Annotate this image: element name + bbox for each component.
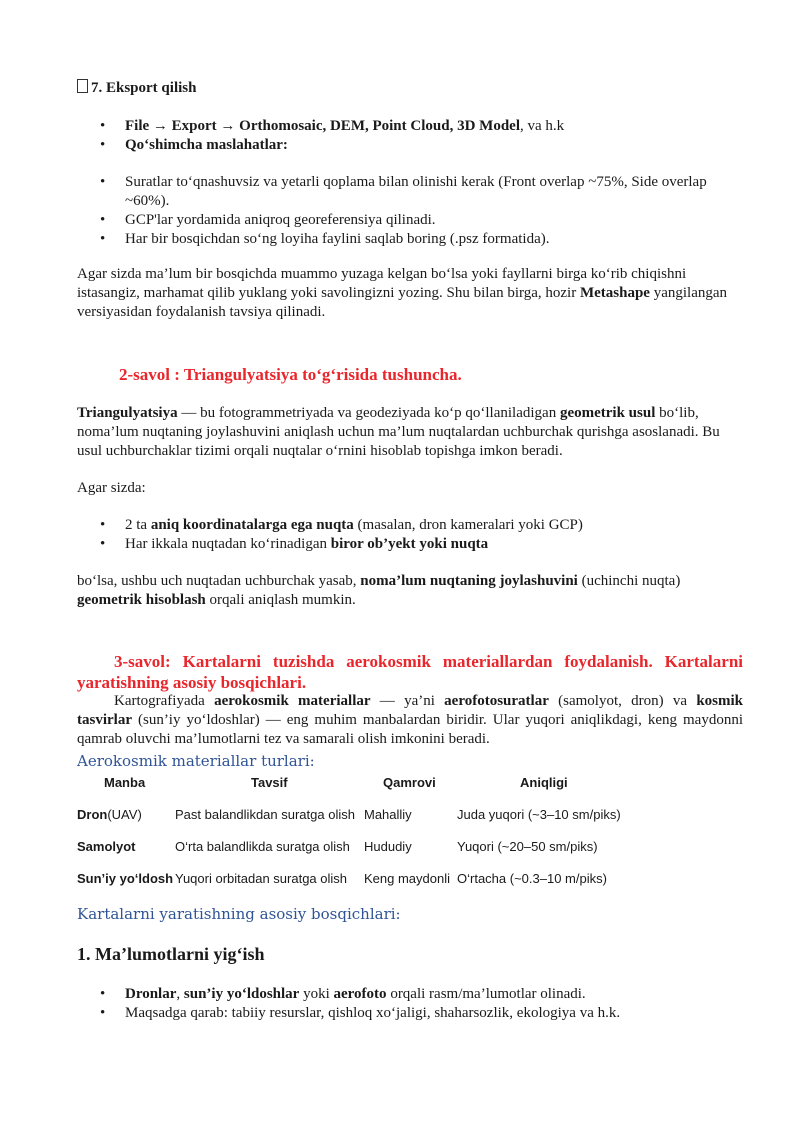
q3-heading: 3-savol: Kartalarni tuzishda aerokosmik materiallardan foydalanish. Kartalarni yaratishning asosiy bosqichlari. — [77, 652, 743, 692]
list-item: • 2 ta aniq koordinatalarga ega nuqta (masalan, dron kameralari yoki GCP) — [77, 516, 743, 535]
list-item: • Maqsadga qarab: tabiiy resurslar, qishloq xo‘jaligi, shaharsozlik, ekologiya va h.k. — [77, 1004, 743, 1023]
table-row — [77, 837, 657, 869]
list-item: • Dronlar, sun’iy yo‘ldoshlar yoki aerofoto orqali rasm/ma’lumotlar olinadi. — [77, 985, 743, 1004]
export-list — [77, 117, 743, 155]
q2-paragraph-2: Agar sizda: — [77, 480, 146, 496]
table-cell: O‘rtacha (~0.3–10 m/piks) — [457, 871, 607, 886]
tips-list — [77, 173, 717, 249]
table-cell: O‘rta balandlikda suratga olish — [175, 839, 350, 854]
list-item: • Har ikkala nuqtadan ko‘rinadigan biror ob’yekt yoki nuqta — [77, 535, 743, 554]
table-cell: Yuqori (~20–50 sm/piks) — [457, 839, 598, 854]
step-1-heading: 1. Ma’lumotlarni yig‘ish — [77, 944, 265, 964]
q2-paragraph-3: bo‘lsa, ushbu uch nuqtadan uchburchak yasab, noma’lum nuqtaning joylashuvini (uchinchi nuqta) geometrik hisoblash orqali aniqlash mumkin. — [77, 573, 681, 608]
q2-heading: 2-savol : Triangulyatsiya to‘g‘risida tushuncha. — [119, 365, 462, 384]
materials-table — [77, 773, 657, 901]
table-header-cell: Manba — [104, 775, 146, 790]
table-cell: Keng maydonli — [364, 871, 450, 886]
q2-paragraph-1: Triangulyatsiya — bu fotogrammetriyada va geodeziyada ko‘p qo‘llaniladigan geometrik usul bo‘lib, noma’lum nuqtaning joylashuvini aniqlash uchun ma’lum nuqtalardan uchburchak qurishga asoslanadi. Bu usul uchburchaklar tizimi orqali nuqtalar o‘rnini hisoblab topishga imkon beradi. — [77, 405, 720, 459]
q3-paragraph-1: Kartografiyada aerokosmik materiallar — ya’ni aerofotosuratlar (samolyot, dron) va kosmik tasvirlar (sun’iy yo‘ldoshlar) — eng muhim manbalardan biridir. Ular yuqori aniqlikdagi, keng maydonni qamrab oluvchi ma’lumotlarni tez va samarali olish imkonini beradi. — [77, 693, 743, 747]
q2-list — [77, 516, 743, 554]
list-item: • GCP'lar yordamida aniqroq georeferensiya qilinadi. — [77, 211, 717, 230]
table-cell: Dron (UAV) — [77, 807, 142, 822]
materials-types-heading: Aerokosmik materiallar turlari: — [77, 752, 315, 770]
table-cell: Past balandlikdan suratga olish — [175, 807, 355, 822]
missing-glyph-icon — [77, 79, 88, 93]
table-cell: Hududiy — [364, 839, 412, 854]
list-item: • File → Export → Orthomosaic, DEM, Point Cloud, 3D Model, va h.k — [77, 117, 743, 136]
export-heading-text: 7. Eksport qilish — [91, 80, 197, 96]
table-cell: Yuqori orbitadan suratga olish — [175, 871, 348, 886]
table-cell: Mahalliy — [364, 807, 412, 822]
table-header-cell: Qamrovi — [383, 775, 436, 790]
table-cell: Sun’iy yo‘ldosh — [77, 871, 174, 886]
table-cell: Samolyot — [77, 839, 136, 854]
export-heading — [77, 78, 196, 98]
list-item: • Qo‘shimcha maslahatlar: — [77, 136, 743, 155]
table-row — [77, 869, 657, 901]
stages-heading: Kartalarni yaratishning asosiy bosqichlari: — [77, 905, 401, 923]
closing-paragraph: Agar sizda ma’lum bir bosqichda muammo yuzaga kelgan bo‘lsa yoki fayllarni birga ko‘rib chiqishni istasangiz, marhamat qilib yuklang yoki savolingizni yozing. Shu bilan birga, hozir Metashape yangilangan versiyasidan foydalanish tavsiya qilinadi. — [77, 266, 728, 320]
table-header-row — [77, 773, 657, 805]
step-1-list — [77, 985, 743, 1023]
table-header-cell: Tavsif — [251, 775, 288, 790]
table-row — [77, 805, 657, 837]
table-cell: Juda yuqori (~3–10 sm/piks) — [457, 807, 621, 822]
table-header-cell: Aniqligi — [520, 775, 568, 790]
list-item: • Suratlar to‘qnashuvsiz va yetarli qoplama bilan olinishi kerak (Front overlap ~75%, Side overlap ~60%). — [77, 173, 717, 211]
list-item: • Har bir bosqichdan so‘ng loyiha faylini saqlab boring (.psz formatida). — [77, 230, 717, 249]
